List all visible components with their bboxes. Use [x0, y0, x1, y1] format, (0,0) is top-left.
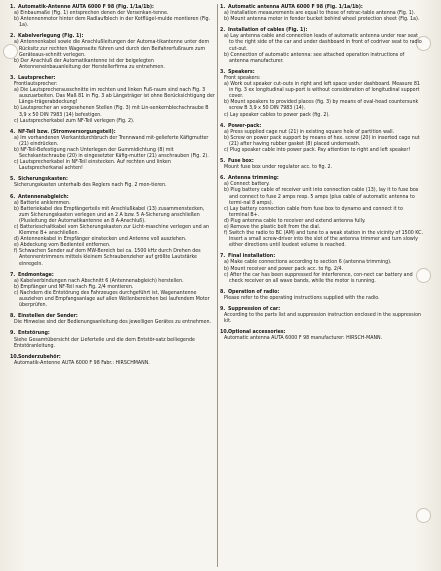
section	[220, 253, 423, 283]
instruction-line: f) Schwachen Sender auf dem MW-Bereich bei ca. 1500 kHz durch Drehen des Antennentrimmers mittels kleinem Schraubenzieher auf größte Lautstärke einregeln.	[14, 248, 201, 267]
instruction-line: e) Abdeckung vom Bedienteil entfernen.	[14, 242, 111, 249]
instruction-line: Automatik-Antenne AUTA 6000 F 98 Fabr.: HIRSCHMANN.	[14, 359, 150, 366]
section-number: 6.	[10, 193, 16, 200]
section-number: 7.	[220, 253, 226, 260]
instruction-line: Mount fuse box under regulator acc. to fig. 2.	[224, 164, 333, 171]
instruction-line: c) After the car has been suppressed for interference, con-nect car battery and check receiver on all wave bands, while the motor is running.	[224, 271, 413, 284]
instruction-line: b) Empfänger und NF-Teil nach Fig. 2/4 montieren.	[14, 283, 134, 290]
instruction-line: Die Hinweise sind der Bedienungsanleitung des jeweiligen Gerätes zu entnehmen.	[14, 319, 212, 326]
instruction-line: b) Mount receiver and power pack acc. to fig. 2/4.	[224, 265, 344, 272]
section-heading: Sonderzubehör:	[18, 353, 61, 360]
instruction-line: b) Batteriekabel des Empfängerteils mit Anschlußkabel (13) zusammenstecken, zum Sicherungskasten verlegen und an 2 A bzw. 5 A-Sicherung anschließen (Plusleitung der Automatikantenne an 8 A-Anschluß).	[14, 205, 205, 224]
section-number: 1.	[10, 4, 16, 10]
section-number: 9.	[10, 330, 16, 337]
instruction-line: b) NF-Teil-Befestigung nach Unterlegen der Gummidichtung (8) mit Sechskantschraube (20) in eingesetzter Käfig-mutter (21) anschrauben (Fig. 2).	[14, 146, 209, 160]
section	[220, 289, 423, 301]
german-column	[10, 4, 216, 371]
instruction-line: Frontlautsprecher:	[14, 81, 58, 88]
section-heading: Endmontage:	[18, 271, 54, 278]
instruction-line: a) Antennenkabel sowie die Anschlußleitungen der Automa-tikantenne unter dem Rücksitz zur rechten Wagenseite führen und durch den Beifahrerfußraum zum Geräteaus-schnitt verlegen.	[14, 39, 210, 58]
section-heading: Kabelverlegung (Fig. 1):	[18, 33, 84, 40]
section	[10, 313, 216, 325]
instruction-line: a) Lay antenna cable and connection leads of automatic antenna under rear seat to the right side of the car and under dashboard in front of codriver seat to radio cut-out.	[224, 33, 422, 52]
instruction-line: b) Lautsprecher an vorgesehenen Stellen (Fig. 3) mit Lin-senkernblechschraube B 3,9 x 50 DIN 7983 (14) befestigen.	[14, 105, 209, 118]
section	[220, 158, 423, 170]
instruction-line: c) Lautsprecherkabel in NF-Teil einstecken. Auf rechten und linken Lautsprecherkanal achten!	[14, 159, 171, 172]
instruction-line: Siehe Gesamtübersicht der Lieferteile und die dem Entstör-satz beiliegende Entstöranleitung.	[14, 336, 195, 349]
section-number: 5.	[10, 176, 16, 183]
instruction-line: e) Remove the plastic bolt from the dial.	[224, 224, 321, 230]
section-heading: Automatic antenna AUTA 6000 F 98 (Fig. 1/1a/1b):	[228, 4, 363, 10]
section-heading: Installation of cables (Fig. 1):	[228, 27, 308, 34]
instruction-line: According to the parts list and suppression instruction enclosed in the suppression kit.	[224, 312, 422, 325]
instruction-line: b) Der Anschluß der Automatikantenne ist der beigelegten Antenneneinbauanleitung der Herstellerfirma zu entnehmen.	[14, 57, 165, 70]
instruction-line: b) Antennenmotor hinter dem Radlaufblech in der Kotflügel-mulde montieren (Fig. 1a).	[14, 16, 211, 29]
section-heading: Optional accessories:	[228, 329, 286, 336]
section-number: 4.	[10, 128, 16, 135]
section-number: 2.	[10, 33, 16, 40]
section	[220, 4, 423, 22]
section-number: 2.	[220, 27, 226, 34]
instruction-line: d) Antennenkabel in Empfänger einstecken und Antenne voll ausziehen.	[14, 236, 187, 243]
instruction-line: a) Einbaumaße (Fig. 1) entsprechen denen der Versenkan-tenne.	[14, 10, 169, 17]
section	[220, 123, 423, 153]
section-heading: Speakers:	[228, 68, 255, 75]
section	[10, 330, 216, 348]
instruction-line: b) Screw on power pack support by means of hex. screw (20) in inserted cage nut (21) after having rubber gasket (8) placed underneath.	[224, 134, 420, 147]
instruction-line: Please refer to the operating instructions supplied with the radio.	[224, 294, 380, 301]
instruction-line: c) Nachdem die Entstörung des Fahrzeuges durchgeführt ist, Wagenantenne ausziehen und Empfangsanlage auf allen Wellenbereichen bei laufendem Motor überprüfen.	[14, 289, 210, 309]
instruction-line: f) Switch the radio to BC (AM) and tune to a weak station in the vicinity of 1500 KC. Insert a small screw-driver into the slot of the antenna trimmer and turn slowly either directions until loudest volume is reached.	[224, 230, 423, 249]
instruction-line: Sicherungskasten unterhalb des Reglers nach Fig. 2 mon-tieren.	[14, 182, 167, 189]
section-heading: NF-Teil bzw. (Stromversorgungsteil):	[18, 128, 116, 135]
section-heading: Fuse box:	[228, 158, 254, 165]
section-heading: Power-pack:	[228, 122, 262, 129]
section	[10, 194, 216, 267]
section	[220, 69, 423, 118]
section	[220, 175, 423, 248]
instruction-line: a) Connect battery.	[224, 181, 270, 188]
section-number: 10.	[220, 329, 229, 336]
section-number: 3.	[10, 74, 16, 81]
section-heading: Entstörung:	[18, 330, 50, 337]
instruction-line: d) Plug antenna cable to receiver and extend antenna fully.	[224, 217, 366, 224]
instruction-line: c) Plug speaker cable into power pack. Pay attention to right and left speaker!	[224, 146, 411, 153]
section-number: 5.	[220, 158, 226, 165]
section	[220, 27, 423, 64]
section	[10, 4, 216, 28]
instruction-line: Front speakers:	[224, 74, 261, 81]
punch-hole	[416, 508, 431, 523]
section-number: 8.	[10, 313, 16, 320]
section-number: 3.	[220, 68, 226, 75]
instruction-line: b) Plug battery cable of receiver unit into connection cable (13), lay it to fuse box and connect to fuse 2 amps resp. 5 amps (plus cable of automatic antenna to termi-nal 8 amps).	[224, 187, 419, 206]
instruction-line: c) Lay speaker cables to power pack (fig. 2).	[224, 111, 330, 118]
section	[10, 33, 216, 70]
instruction-line: c) Lautsprecherkabel zum NF-Teil verlegen (Fig. 2).	[14, 117, 135, 124]
section-number: 4.	[220, 122, 226, 129]
section	[10, 176, 216, 188]
section-heading: Antennenabgleich:	[18, 193, 69, 200]
instruction-line: c) Batterieschaltkabel vom Sicherungskasten zur Licht-maschine verlegen und an Klemme B+ anschließen.	[14, 224, 210, 237]
instruction-line: a) Kabelverbindungen nach Abschnitt 6 (Antennenabgleich) herstellen.	[14, 277, 184, 284]
section-number: 9.	[220, 306, 226, 313]
section-number: 6.	[220, 175, 226, 182]
section-heading: Final installation:	[228, 253, 276, 260]
section	[220, 306, 423, 324]
section-heading: Lautsprecher:	[18, 74, 56, 81]
section	[220, 329, 423, 341]
english-column	[220, 4, 423, 347]
instruction-line: a) Press supplied cage nut (21) in existing square hole of partition wall.	[224, 128, 395, 135]
section-number: 7.	[10, 271, 16, 278]
section-heading: Sicherungskasten:	[18, 176, 68, 183]
section-heading: Suppression of car:	[228, 306, 281, 313]
instruction-line: a) Die Lautsprecherausschnitte im rechten und linken Fuß-raum sind nach Fig. 3 auszuarbeiten. Das Maß 81 in Fig. 3 ab Längsträger ist ohne Berücksichtigung der Längs-trägerabdeckung!	[14, 87, 215, 106]
section-number: 10.	[10, 353, 19, 360]
instruction-line: Automatic antenna AUTA 6000 F 98 manufacturer: HIRSCH-MANN.	[224, 335, 383, 342]
section	[10, 75, 216, 124]
instruction-line: b) Mount speakers to provided places (fig. 3) by means of oval-head countersunk screw B 3,9 x 50 DIN 7983 (14).	[224, 99, 419, 112]
section-number: 1.	[220, 4, 226, 10]
instruction-line: a) Work out speaker cut-outs in right and left space under dashboard. Measure 81 in fig. 3 ex longitudinal sup-port is without consideration of longitudinal support cover.	[224, 81, 420, 100]
section-heading: Automatik-Antenne AUTA 6000 F 98 (Fig. 1/1a/1b):	[18, 4, 154, 10]
instruction-line: a) Batterie anklemmen.	[14, 199, 71, 206]
instruction-line: c) Lay battery connection cable from fuse box to dynamo and connect it to terminal B+.	[224, 205, 403, 218]
section-number: 8.	[220, 288, 226, 295]
instruction-line: a) Installation measurements are equal to those of retrac-table antenna (Fig. 1).	[224, 10, 416, 17]
section-heading: Operation of radio:	[228, 288, 280, 295]
section	[10, 272, 216, 309]
section-heading: Antenna trimming:	[228, 175, 279, 182]
section-heading: Einstellen der Sender:	[18, 313, 78, 320]
instruction-line: b) Mount antenna motor in fender bucket behind wheel protection sheet (Fig. 1a).	[224, 16, 420, 23]
instruction-line: b) Connection of automatic antenna: see attached operation instructions of antenna manufacturer.	[224, 51, 405, 64]
section	[10, 354, 216, 366]
column-divider	[217, 4, 218, 567]
instruction-line: a) Make cable connections according to section 6 (antenna trimming).	[224, 259, 392, 266]
instruction-line: a) Im vorhandenen Vierkantdurchbruch der Trennwand mit-gelieferte Käfigmutter (21) eindrücken.	[14, 134, 209, 147]
section	[10, 129, 216, 172]
